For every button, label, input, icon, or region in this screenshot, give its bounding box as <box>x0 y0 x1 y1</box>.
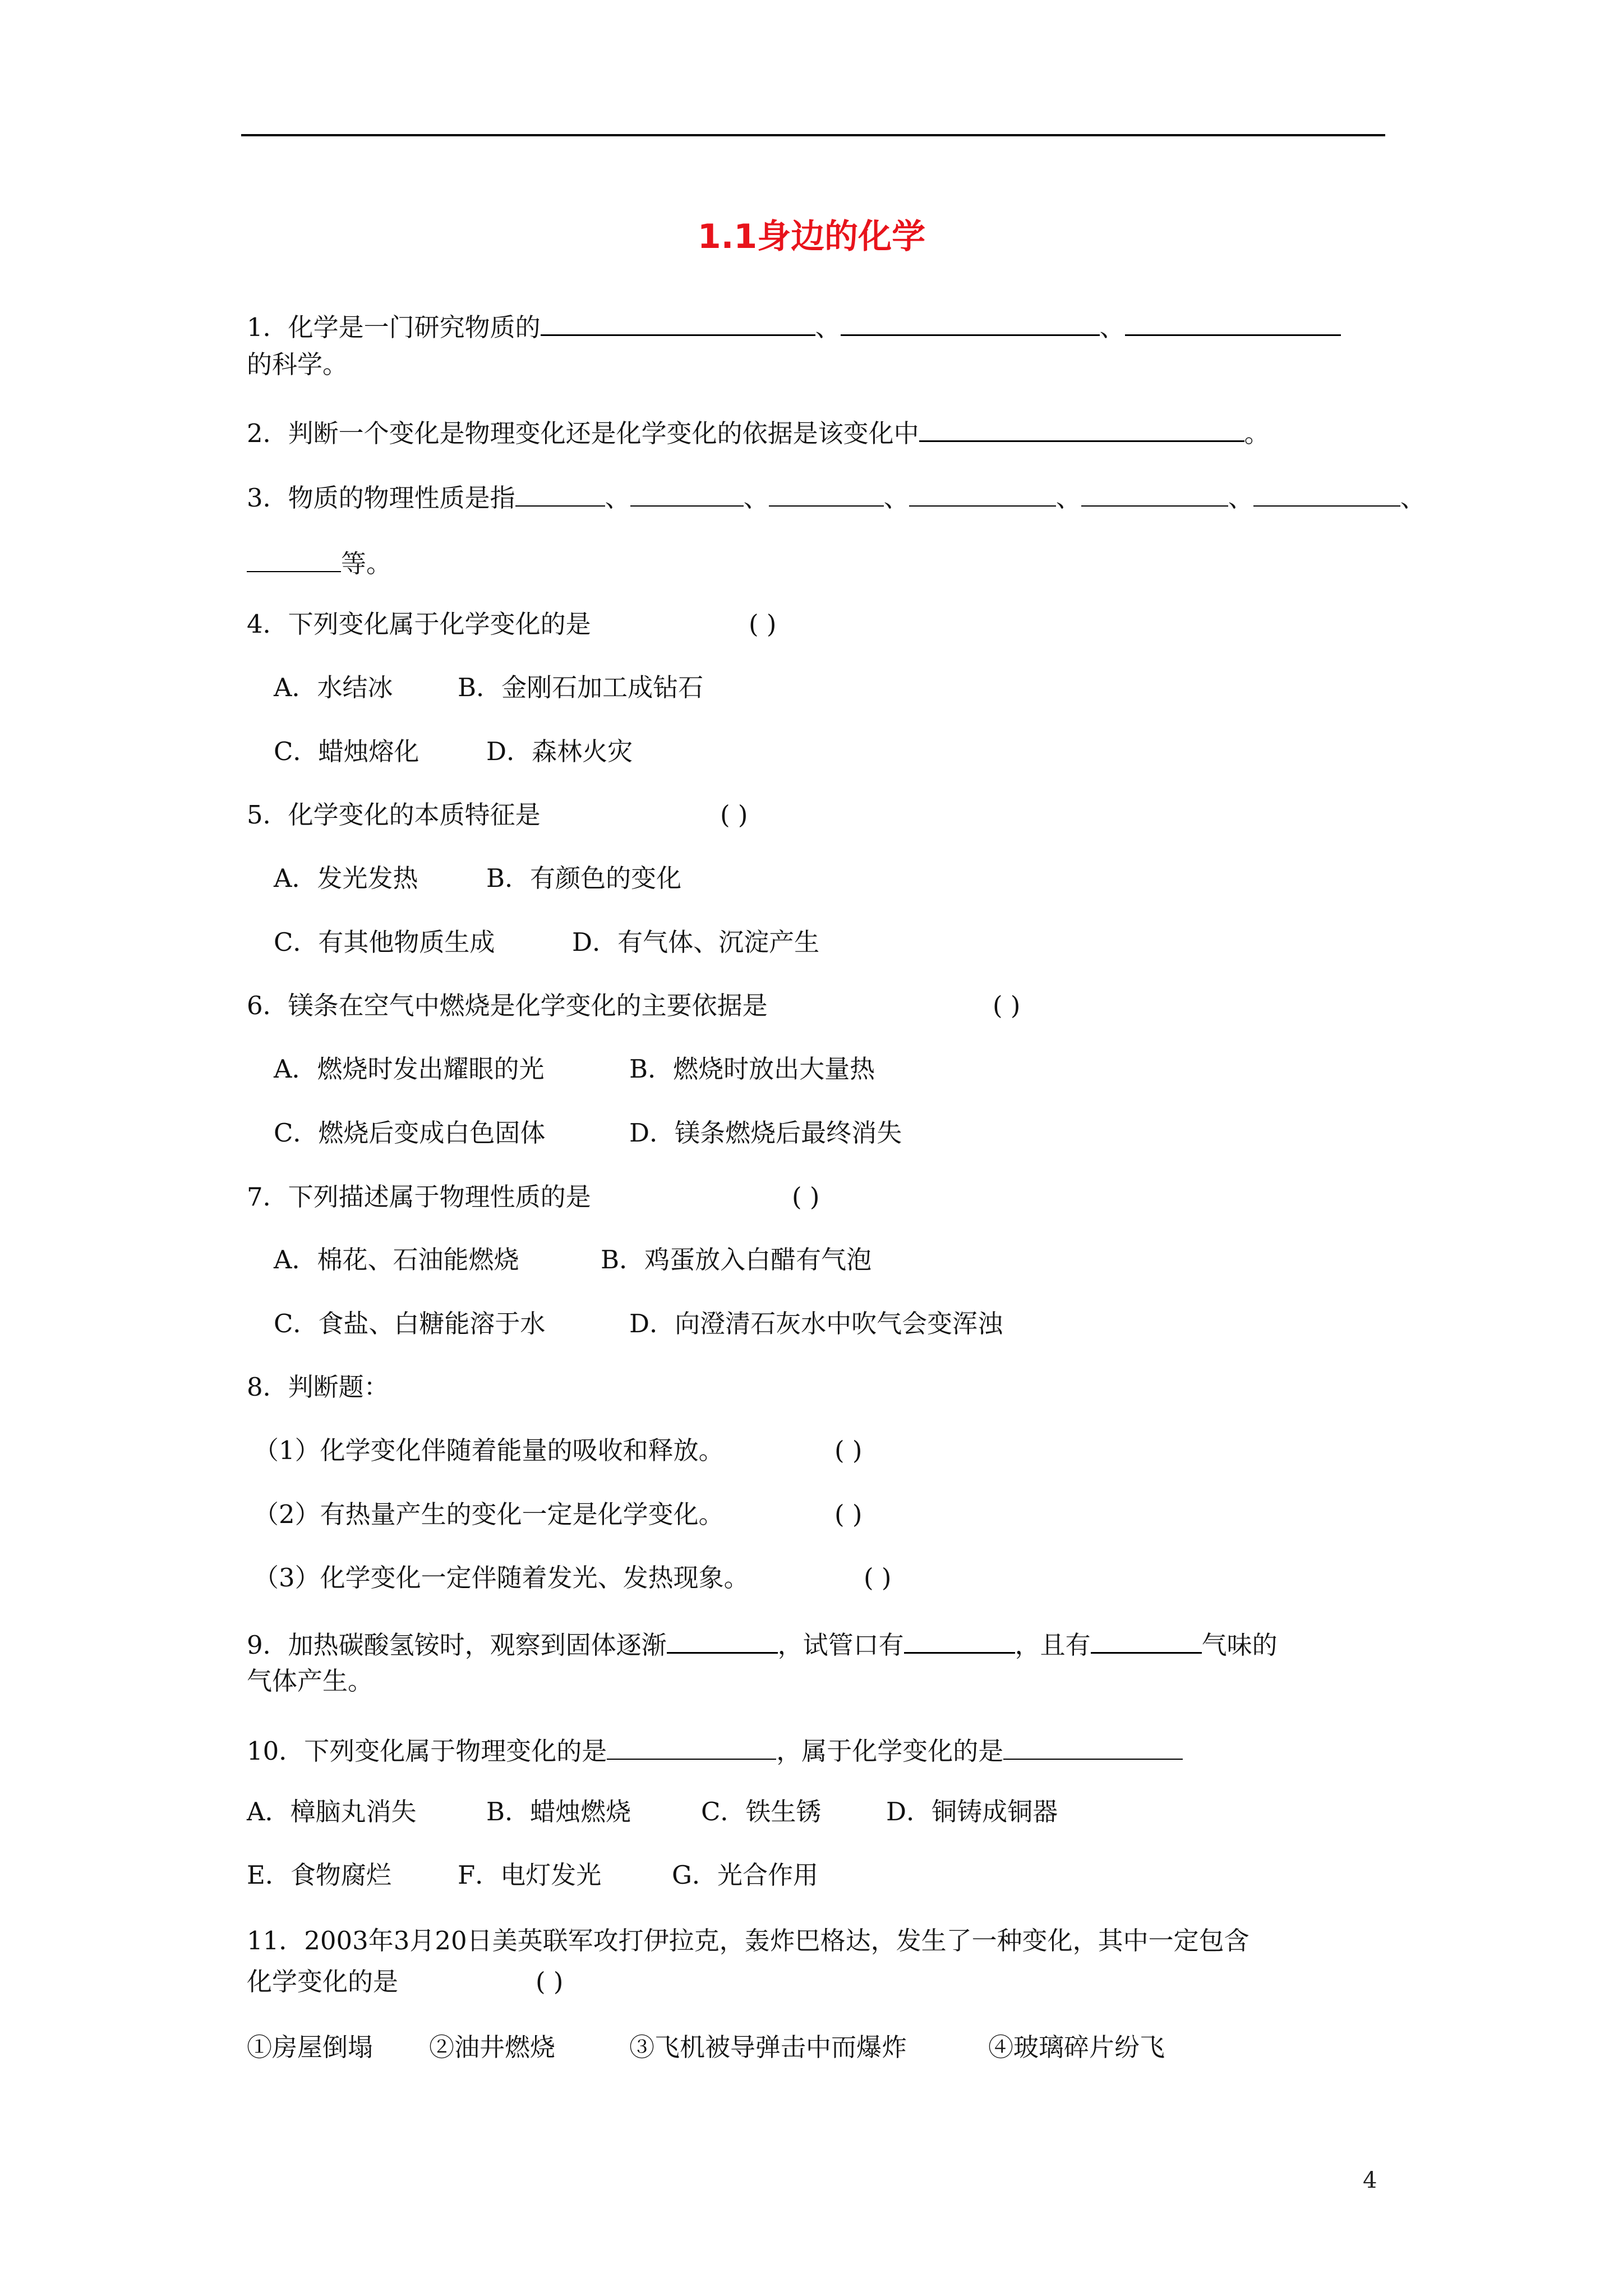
question-5: 5．化学变化的本质特征是 <box>247 800 541 830</box>
question-8-item-1: （1）化学变化伴随着能量的吸收和释放。 <box>253 1435 724 1465</box>
question-10-option-e[interactable]: E．食物腐烂 <box>247 1860 391 1890</box>
separator: 、 <box>1099 312 1125 342</box>
question-1-blank-1[interactable] <box>541 307 815 336</box>
question-11-answer-paren[interactable]: ( ) <box>536 1967 564 1996</box>
question-7-option-d[interactable]: D．向澄清石灰水中吹气会变浑浊 <box>629 1309 1003 1338</box>
question-4-option-b[interactable]: B．金刚石加工成钻石 <box>458 673 704 702</box>
question-6-option-a[interactable]: A．燃烧时发出耀眼的光 <box>274 1054 545 1084</box>
question-4-option-d[interactable]: D．森林火灾 <box>486 737 633 766</box>
question-6: 6．镁条在空气中燃烧是化学变化的主要依据是 <box>247 991 768 1020</box>
question-1-blank-3[interactable] <box>1125 307 1341 336</box>
question-3 <box>247 478 1426 515</box>
separator: 、 <box>1400 483 1426 513</box>
question-10-option-b[interactable]: B．蜡烛燃烧 <box>486 1797 631 1826</box>
question-7-option-a[interactable]: A．棉花、石油能燃烧 <box>274 1245 519 1274</box>
question-7-option-c[interactable]: C．食盐、白糖能溶于水 <box>274 1309 546 1338</box>
question-3-end: 等。 <box>341 549 392 578</box>
question-5-option-c[interactable]: C．有其他物质生成 <box>274 927 495 957</box>
question-2 <box>247 413 1270 450</box>
question-9-mid-1: ，试管口有 <box>777 1630 904 1660</box>
question-11-option-1[interactable]: ①房屋倒塌 <box>247 2032 374 2062</box>
question-10-option-c[interactable]: C．铁生锈 <box>701 1797 822 1826</box>
page-title: 1.1身边的化学 <box>697 217 926 256</box>
question-2-text: 2．判断一个变化是物理变化还是化学变化的依据是该变化中 <box>247 418 919 448</box>
question-10-option-a[interactable]: A．樟脑丸消失 <box>247 1797 417 1826</box>
question-2-end: 。 <box>1244 418 1270 448</box>
question-3-blank-1[interactable] <box>515 478 605 507</box>
question-1-text: 1．化学是一门研究物质的 <box>247 312 541 342</box>
separator: 、 <box>605 483 630 513</box>
question-9-blank-2[interactable] <box>904 1625 1015 1654</box>
question-6-option-b[interactable]: B．燃烧时放出大量热 <box>629 1054 875 1084</box>
question-2-blank[interactable] <box>919 413 1244 442</box>
question-4 <box>247 608 591 641</box>
question-9 <box>247 1625 1278 1662</box>
separator: 、 <box>743 483 769 513</box>
question-9-blank-3[interactable] <box>1091 1625 1202 1654</box>
question-8-item-1-paren[interactable]: ( ) <box>834 1435 863 1465</box>
question-8-item-2-paren[interactable]: ( ) <box>834 1499 863 1529</box>
question-11-option-2[interactable]: ②油井燃烧 <box>429 2032 556 2062</box>
question-9-blank-1[interactable] <box>667 1625 778 1654</box>
question-6-answer-paren[interactable]: ( ) <box>993 991 1021 1020</box>
question-9-text: 9．加热碳酸氢铵时，观察到固体逐渐 <box>247 1630 667 1660</box>
question-11-option-3[interactable]: ③飞机被导弹击中而爆炸 <box>629 2032 907 2062</box>
separator: 、 <box>1228 483 1253 513</box>
question-6-option-c[interactable]: C．燃烧后变成白色固体 <box>274 1118 546 1148</box>
question-7-answer-paren[interactable]: ( ) <box>792 1182 820 1212</box>
question-11-continuation: 化学变化的是 <box>247 1967 399 1996</box>
question-10-mid: ，属于化学变化的是 <box>776 1736 1004 1766</box>
question-10-blank-2[interactable] <box>1003 1732 1183 1760</box>
question-8-item-3-paren[interactable]: ( ) <box>864 1563 892 1593</box>
question-4-option-c[interactable]: C．蜡烛熔化 <box>274 737 419 766</box>
question-3-text: 3．物质的物理性质是指 <box>247 483 515 513</box>
question-6-option-d[interactable]: D．镁条燃烧后最终消失 <box>629 1118 902 1148</box>
question-11-option-4[interactable]: ④玻璃碎片纷飞 <box>988 2032 1165 2062</box>
question-11: 11．2003年3月20日美英联军攻打伊拉克，轰炸巴格达，发生了一种变化，其中一定包含 <box>247 1926 1249 1955</box>
question-5-option-d[interactable]: D．有气体、沉淀产生 <box>572 927 820 957</box>
question-4-answer-paren[interactable]: ( ) <box>749 609 777 639</box>
separator: 、 <box>815 312 841 342</box>
question-4-option-a[interactable]: A．水结冰 <box>274 673 393 702</box>
question-3-blank-3[interactable] <box>769 478 884 507</box>
question-9-mid-2: ，且有 <box>1015 1630 1091 1660</box>
question-3-blank-4[interactable] <box>909 478 1056 507</box>
question-8: 8．判断题： <box>247 1372 389 1402</box>
question-4-text: 4．下列变化属于化学变化的是 <box>247 609 591 639</box>
separator: 、 <box>1055 483 1081 513</box>
question-8-item-3: （3）化学变化一定伴随着发光、发热现象。 <box>253 1563 749 1593</box>
question-10 <box>247 1732 1183 1768</box>
question-7-option-b[interactable]: B．鸡蛋放入白醋有气泡 <box>601 1245 872 1274</box>
question-10-option-d[interactable]: D．铜铸成铜器 <box>886 1797 1058 1826</box>
question-3-continuation <box>247 544 391 581</box>
page-number: 4 <box>1363 2168 1377 2193</box>
question-9-mid-3: 气味的 <box>1201 1630 1278 1660</box>
question-3-blank-6[interactable] <box>1253 478 1400 507</box>
question-3-blank-7[interactable] <box>247 544 341 572</box>
question-5-option-a[interactable]: A．发光发热 <box>274 863 418 893</box>
question-1-continuation: 的科学。 <box>247 349 348 379</box>
question-10-text: 10．下列变化属于物理变化的是 <box>247 1736 607 1766</box>
question-5-answer-paren[interactable]: ( ) <box>720 800 748 830</box>
question-5-option-b[interactable]: B．有颜色的变化 <box>486 863 682 893</box>
question-10-blank-1[interactable] <box>607 1732 776 1760</box>
question-7: 7．下列描述属于物理性质的是 <box>247 1182 591 1212</box>
separator: 、 <box>883 483 909 513</box>
question-9-continuation: 气体产生。 <box>247 1666 374 1696</box>
question-8-item-2: （2）有热量产生的变化一定是化学变化。 <box>253 1499 724 1529</box>
question-10-option-f[interactable]: F．电灯发光 <box>458 1860 602 1890</box>
question-10-option-g[interactable]: G．光合作用 <box>672 1860 818 1890</box>
question-3-blank-5[interactable] <box>1081 478 1228 507</box>
header-rule <box>241 134 1385 136</box>
question-3-blank-2[interactable] <box>630 478 744 507</box>
question-1 <box>247 307 1341 344</box>
question-1-blank-2[interactable] <box>841 307 1100 336</box>
